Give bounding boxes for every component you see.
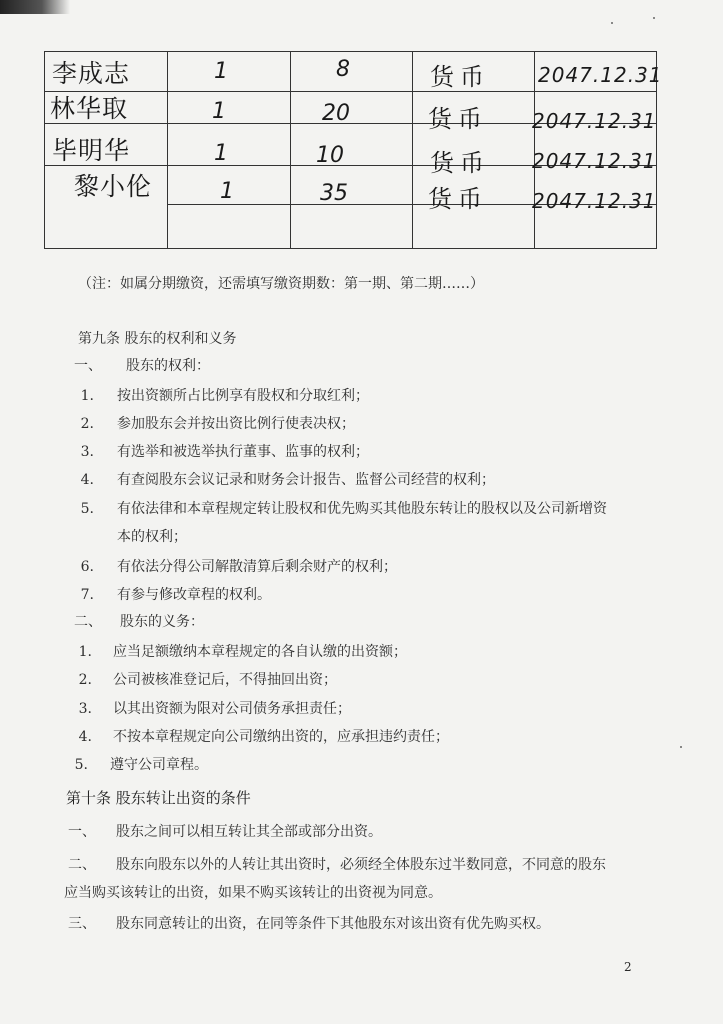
capital-amount: 35: [320, 181, 348, 206]
share-count: 1: [220, 179, 234, 204]
rights-heading-number: 一、: [74, 358, 102, 374]
shareholder-name: 毕明华: [52, 136, 131, 165]
contribution-method: 货币: [428, 105, 488, 133]
rights-item: 有依法分得公司解散清算后剩余财产的权利；: [117, 559, 397, 575]
rights-item: 有选举和被选举执行董事、监事的权利；: [117, 444, 369, 460]
rights-item: 有参与修改章程的权利。: [117, 587, 271, 603]
duties-item: 以其出资额为限对公司债务承担责任；: [113, 701, 351, 717]
contribution-date: 2047.12.31: [532, 189, 657, 213]
share-count: 1: [214, 59, 228, 84]
contribution-date: 2047.12.31: [532, 149, 657, 173]
contribution-method: 货币: [430, 149, 490, 177]
article-10-item-continuation: 应当购买该转让的出资，如果不购买该转让的出资视为同意。: [64, 885, 442, 901]
rights-item-number: 4.: [80, 472, 94, 488]
rights-item-number: 6.: [80, 559, 94, 575]
rights-item: 有依法律和本章程规定转让股权和优先购买其他股东转让的股权以及公司新增资: [117, 501, 607, 517]
duties-item-number: 3.: [78, 701, 92, 717]
rights-item: 参加股东会并按出资比例行使表决权；: [117, 416, 355, 432]
article-10-item-number: 三、: [68, 916, 96, 932]
capital-amount: 20: [322, 101, 350, 126]
shareholder-name: 林华取: [50, 94, 129, 123]
duties-heading: 股东的义务：: [120, 614, 204, 630]
duties-item: 不按本章程规定向公司缴纳出资的，应承担违约责任；: [113, 729, 449, 745]
duties-heading-number: 二、: [74, 614, 102, 630]
rights-heading: 股东的权利：: [126, 358, 210, 374]
share-count: 1: [212, 99, 226, 124]
contribution-method: 货币: [428, 185, 488, 213]
capital-amount: 8: [336, 57, 350, 82]
rights-item-number: 5.: [80, 501, 94, 517]
article-9-title: 第九条 股东的权利和义务: [78, 331, 237, 347]
rights-item-number: 1.: [80, 388, 94, 404]
shareholder-name: 李成志: [52, 59, 131, 88]
contribution-date: 2047.12.31: [532, 109, 657, 133]
rights-item-number: 3.: [80, 444, 94, 460]
duties-item-number: 1.: [78, 644, 92, 660]
page-number: 2: [624, 960, 632, 974]
rights-item-continuation: 本的权利；: [117, 529, 187, 545]
shareholder-table: [44, 51, 663, 249]
scan-speck: [653, 17, 655, 19]
article-10-item: 股东同意转让的出资，在同等条件下其他股东对该出资有优先购买权。: [116, 916, 550, 932]
shareholder-name: 黎小伦: [74, 172, 153, 201]
scan-corner-shadow: [0, 0, 70, 14]
rights-item-number: 7.: [80, 587, 94, 603]
scan-speck: [680, 746, 682, 748]
duties-item: 遵守公司章程。: [110, 757, 208, 773]
capital-amount: 10: [316, 143, 344, 168]
article-10-item: 股东之间可以相互转让其全部或部分出资。: [116, 824, 382, 840]
contribution-date: 2047.12.31: [538, 63, 663, 87]
article-10-item-number: 二、: [68, 857, 96, 873]
rights-item: 按出资额所占比例享有股权和分取红利；: [117, 388, 369, 404]
duties-item-number: 5.: [74, 757, 88, 773]
rights-item-number: 2.: [80, 416, 94, 432]
duties-item: 公司被核准登记后，不得抽回出资；: [113, 672, 337, 688]
article-10-title: 第十条 股东转让出资的条件: [66, 789, 251, 807]
duties-item-number: 2.: [78, 672, 92, 688]
scan-speck: [611, 22, 613, 24]
share-count: 1: [214, 141, 228, 166]
article-10-item-number: 一、: [68, 824, 96, 840]
article-10-item: 股东向股东以外的人转让其出资时，必须经全体股东过半数同意，不同意的股东: [116, 857, 606, 873]
contribution-method: 货币: [430, 63, 490, 91]
duties-item-number: 4.: [78, 729, 92, 745]
duties-item: 应当足额缴纳本章程规定的各自认缴的出资额；: [113, 644, 407, 660]
rights-item: 有查阅股东会议记录和财务会计报告、监督公司经营的权利；: [117, 472, 495, 488]
installment-note: （注：如属分期缴资，还需填写缴资期数：第一期、第二期……）: [78, 276, 484, 292]
